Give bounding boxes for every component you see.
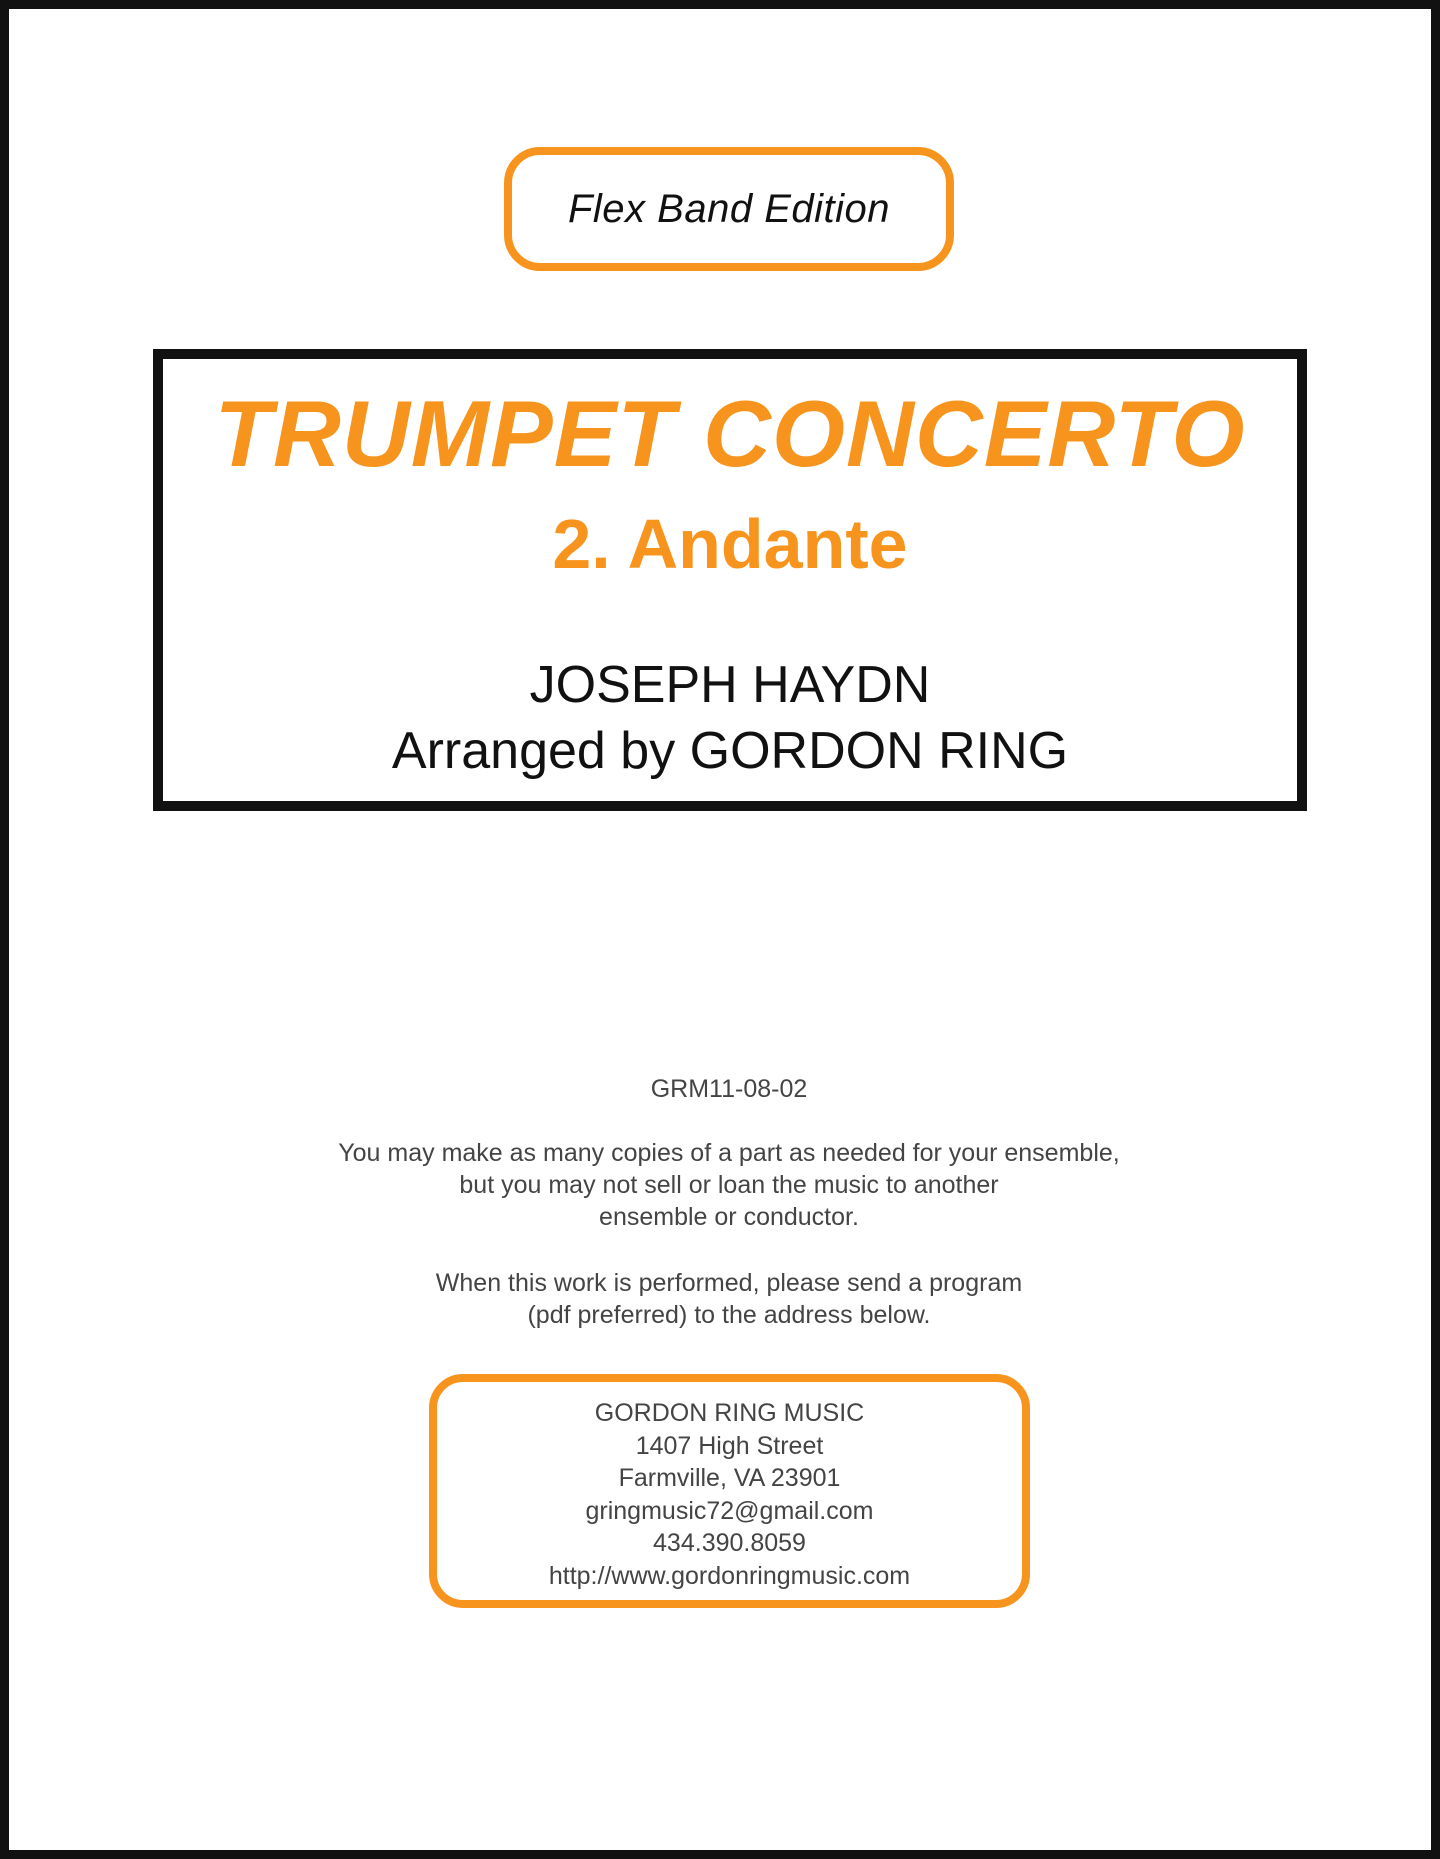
title-block [153,349,1307,811]
street-address: 1407 High Street [635,1431,824,1460]
composer-name: JOSEPH HAYDN [529,656,931,714]
arranger-credit: Arranged by GORDON RING [391,722,1069,780]
movement-title: 2. Andante [552,505,908,583]
performance-notice-line: (pdf preferred) to the address below. [527,1301,931,1329]
performance-notice-line: When this work is performed, please send a program [435,1269,1023,1297]
copy-permission-notice [9,1137,1440,1233]
edition-badge [504,147,954,271]
address-lines [437,1397,1022,1592]
publisher-name: GORDON RING MUSIC [594,1399,865,1427]
copy-notice-line: You may make as many copies of a part as needed for your ensemble, [338,1139,1120,1167]
email-address: gringmusic72@gmail.com [585,1496,874,1525]
catalog-number: GRM11-08-02 [650,1075,808,1103]
phone-number: 434.390.8059 [653,1529,806,1557]
city-state-zip: Farmville, VA 23901 [618,1464,841,1492]
edition-label: Flex Band Edition [567,186,890,231]
website-url: http://www.gordonringmusic.com [548,1561,911,1590]
piece-title: TRUMPET CONCERTO [214,381,1246,486]
performance-notice [9,1267,1440,1331]
copy-notice-line: but you may not sell or loan the music to another [459,1171,999,1199]
copy-notice-line: ensemble or conductor. [599,1203,859,1231]
address-box [429,1374,1030,1608]
